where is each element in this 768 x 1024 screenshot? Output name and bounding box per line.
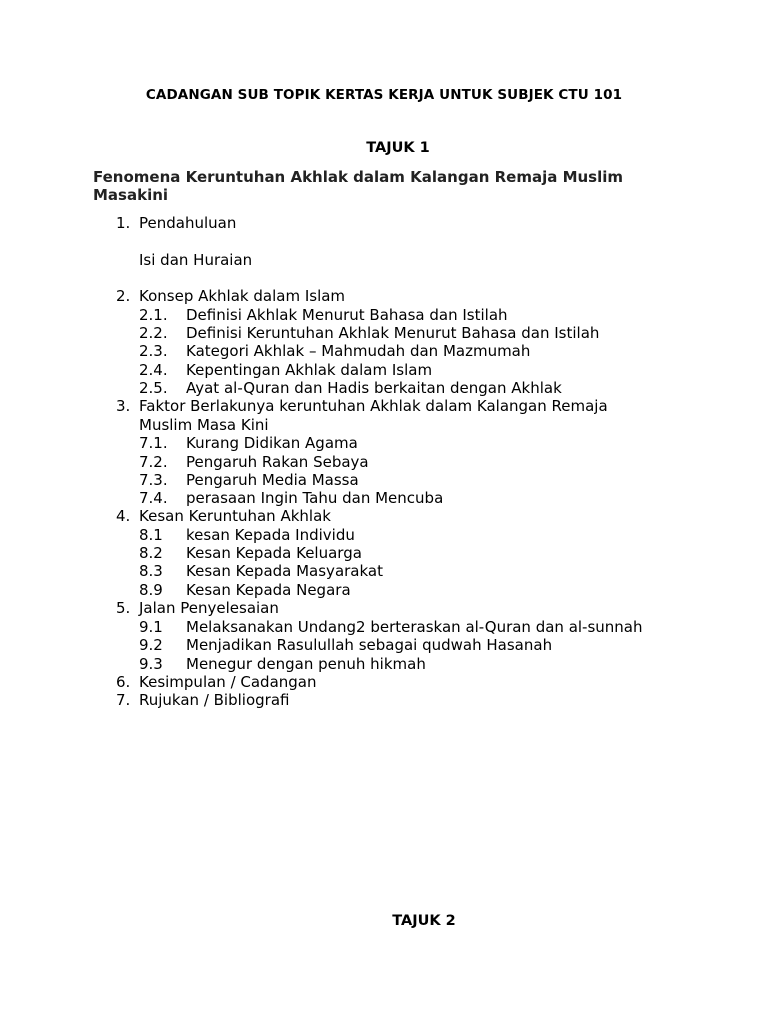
item-text: Definisi Keruntuhan Akhlak Menurut Bahasa dan Istilah <box>186 324 600 342</box>
item-number: 7.3. <box>139 471 168 489</box>
item-number: 8.9 <box>139 581 163 599</box>
item-text: Ayat al-Quran dan Hadis berkaitan dengan Akhlak <box>186 379 562 397</box>
item-number: 9.3 <box>139 655 163 673</box>
item-text: Rujukan / Bibliografi <box>139 691 290 709</box>
item-number: 8.2 <box>139 544 163 562</box>
item-number: 3. <box>116 397 131 415</box>
item-text: Melaksanakan Undang2 berteraskan al-Quran dan al-sunnah <box>186 618 643 636</box>
item-number: 2.3. <box>139 342 168 360</box>
item-text: Kesan Keruntuhan Akhlak <box>139 507 331 525</box>
topic-title-line-1: Fenomena Keruntuhan Akhlak dalam Kalangan Remaja Muslim <box>93 168 624 186</box>
item-number: 4. <box>116 507 131 525</box>
item-text: Faktor Berlakunya keruntuhan Akhlak dalam Kalangan Remaja <box>139 397 608 415</box>
document-title: CADANGAN SUB TOPIK KERTAS KERJA UNTUK SUBJEK CTU 101 <box>145 87 623 103</box>
item-number: 7.4. <box>139 489 168 507</box>
item-number: 7. <box>116 691 131 709</box>
item-text: Definisi Akhlak Menurut Bahasa dan Istilah <box>186 306 508 324</box>
item-text: Kesan Kepada Masyarakat <box>186 562 383 580</box>
item-number: 7.1. <box>139 434 168 452</box>
item-text: Kesimpulan / Cadangan <box>139 673 317 691</box>
topic-title-line-2: Masakini <box>93 186 169 204</box>
item-number: 2. <box>116 287 131 305</box>
item-number: 9.1 <box>139 618 163 636</box>
item-text: Kepentingan Akhlak dalam Islam <box>186 361 433 379</box>
item-number: 9.2 <box>139 636 163 654</box>
item-number: 8.1 <box>139 526 163 544</box>
item-text: Pendahuluan <box>139 214 237 232</box>
item-text: Kesan Kepada Keluarga <box>186 544 362 562</box>
item-text: kesan Kepada Individu <box>186 526 355 544</box>
item-text: Pengaruh Rakan Sebaya <box>186 453 369 471</box>
item-text: Isi dan Huraian <box>139 251 253 269</box>
item-text: Kesan Kepada Negara <box>186 581 351 599</box>
item-number: 2.4. <box>139 361 168 379</box>
item-text: perasaan Ingin Tahu dan Mencuba <box>186 489 444 507</box>
item-text: Menegur dengan penuh hikmah <box>186 655 426 673</box>
item-number: 8.3 <box>139 562 163 580</box>
item-number: 2.5. <box>139 379 168 397</box>
item-text: Kurang Didikan Agama <box>186 434 358 452</box>
item-text: Menjadikan Rasulullah sebagai qudwah Hasanah <box>186 636 553 654</box>
item-number: 6. <box>116 673 131 691</box>
item-text: Jalan Penyelesaian <box>139 599 279 617</box>
item-text: Kategori Akhlak – Mahmudah dan Mazmumah <box>186 342 531 360</box>
item-number: 5. <box>116 599 131 617</box>
topic-title <box>93 168 673 204</box>
item-number: 2.1. <box>139 306 168 324</box>
item-text: Muslim Masa Kini <box>139 416 269 434</box>
section-heading-tajuk-1: TAJUK 1 <box>366 140 430 156</box>
item-text: Pengaruh Media Massa <box>186 471 359 489</box>
section-heading-tajuk-2: TAJUK 2 <box>392 913 456 929</box>
item-text: Konsep Akhlak dalam Islam <box>139 287 346 305</box>
item-number: 2.2. <box>139 324 168 342</box>
item-number: 7.2. <box>139 453 168 471</box>
item-number: 1. <box>116 214 131 232</box>
